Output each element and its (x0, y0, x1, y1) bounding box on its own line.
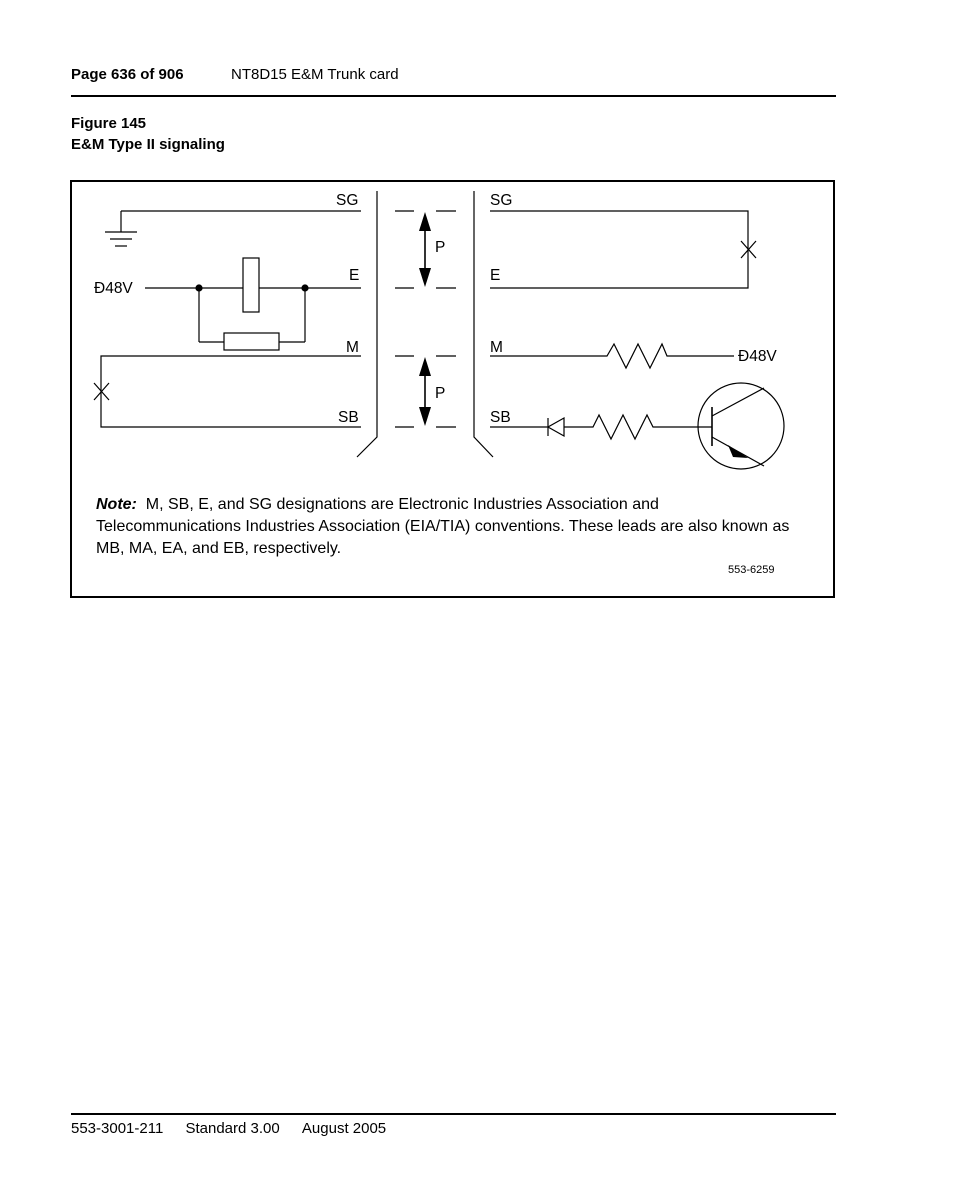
figure-title: E&M Type II signaling (71, 136, 225, 153)
document-title: NT8D15 E&M Trunk card (231, 66, 399, 83)
figure-id: 553-6259 (728, 564, 775, 576)
right-sb-resistor (490, 415, 712, 439)
note-text: M, SB, E, and SG designations are Electronic Industries Association and Telecommunications Industries Association (EIA/TIA) conventions. These leads are also known as MB, MA, EA, and EB, respectively. (96, 496, 790, 557)
right-sg-label: SG (490, 192, 513, 209)
right-m-resistor (490, 344, 734, 368)
doc-number: 553-3001-211 (71, 1120, 164, 1137)
footer-rule (71, 1113, 836, 1115)
note-label: Note: (96, 496, 137, 513)
page-footer (71, 1120, 404, 1137)
left-sb-label: SB (338, 409, 359, 426)
lower-pair-label: P (435, 385, 446, 402)
left-voltage-label: Ð48V (94, 280, 133, 297)
left-sg-label: SG (336, 192, 359, 209)
left-e-label: E (349, 267, 360, 284)
standard-version: Standard 3.00 (185, 1120, 280, 1137)
right-e-label: E (490, 267, 501, 284)
left-m-sb-loop (101, 356, 361, 427)
right-sb-label: SB (490, 409, 511, 426)
relay-icon (243, 258, 259, 312)
right-sg-e-loop (490, 211, 748, 288)
left-m-label: M (346, 339, 359, 356)
resistor-icon (224, 333, 279, 350)
ground-icon (105, 211, 137, 246)
upper-pair-label: P (435, 239, 446, 256)
figure-number: Figure 145 (71, 115, 147, 132)
right-voltage-label: Ð48V (738, 348, 777, 365)
left-interface-bracket (357, 191, 377, 457)
figure-note (96, 494, 796, 560)
page-number: Page 636 of 906 (71, 66, 184, 83)
right-m-label: M (490, 339, 503, 356)
publication-date: August 2005 (301, 1120, 387, 1137)
